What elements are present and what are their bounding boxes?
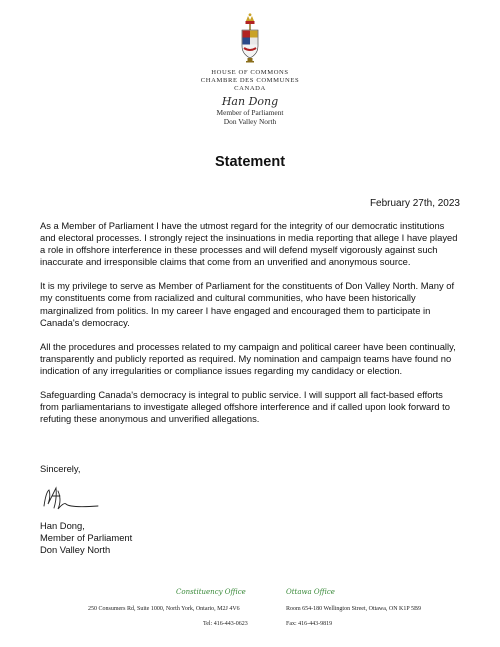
- paragraph-2: It is my privilege to serve as Member of Parliament for the constituents of Don Valley North. Many of my constituents come from racialized and cultural communities, who have been historically marginalized from politics. In my career I have engaged and encouraged them to participate in Canada's democracy.: [40, 280, 455, 328]
- signoff-role: Member of Parliament: [40, 532, 133, 544]
- document-title: Statement: [214, 154, 286, 170]
- member-riding: Don Valley North: [223, 116, 277, 126]
- constituency-office: [88, 588, 278, 613]
- ottawa-office-address: Room 654-180 Wellington Street, Ottawa, ON K1P 5B9: [286, 606, 422, 612]
- letterhead: [0, 69, 500, 126]
- paragraph-3: All the procedures and processes related to my campaign and political career have been continually, transparently and publicly reported as required. My nomination and campaign teams have found no indication of any irregularities or compliance issues regarding my candidacy or election.: [40, 340, 456, 376]
- signoff-name: Han Dong,: [40, 520, 85, 531]
- org-country: CANADA: [234, 85, 266, 92]
- paragraph-4: Safeguarding Canada's democracy is integral to public service. I will support all fact-based efforts from parliamentarians to investigate alleged offshore interference and if called upon look forward to refuting these anonymous and unverified allegations.: [40, 389, 450, 425]
- constituency-office-address: 250 Consumers Rd, Suite 1000, North York, Ontario, M2J 4V6: [88, 606, 240, 612]
- member-role: Member of Parliament: [216, 108, 284, 117]
- org-name-english: HOUSE OF COMMONS: [211, 69, 289, 76]
- signoff-block: [40, 520, 132, 556]
- letter-date: February 27th, 2023: [369, 198, 460, 209]
- constituency-office-label: Constituency Office: [176, 588, 246, 596]
- signoff-riding: Don Valley North: [40, 544, 111, 556]
- signature-icon: [40, 482, 106, 512]
- paragraph-1: As a Member of Parliament I have the utmost regard for the integrity of our democratic institutions and electoral processes. I strongly reject the insinuations in media reporting that allege I have played a role in offshore interference in these processes and will defend myself vigorously against such inaccurate and irresponsible claims that come from an unverified and anonymous source.: [40, 220, 458, 268]
- closing: Sincerely,: [40, 463, 81, 474]
- ottawa-office-label: Ottawa Office: [286, 588, 335, 596]
- letter-body: [40, 220, 462, 437]
- member-name: Han Dong: [221, 95, 279, 108]
- house-of-commons-crest-icon: [234, 12, 266, 64]
- org-name-french: CHAMBRE DES COMMUNES: [200, 77, 300, 84]
- ottawa-office: [286, 588, 466, 613]
- telephone-number: Tel: 416-443-0623: [203, 621, 248, 627]
- fax-number: Fax: 416-443-9819: [286, 621, 333, 627]
